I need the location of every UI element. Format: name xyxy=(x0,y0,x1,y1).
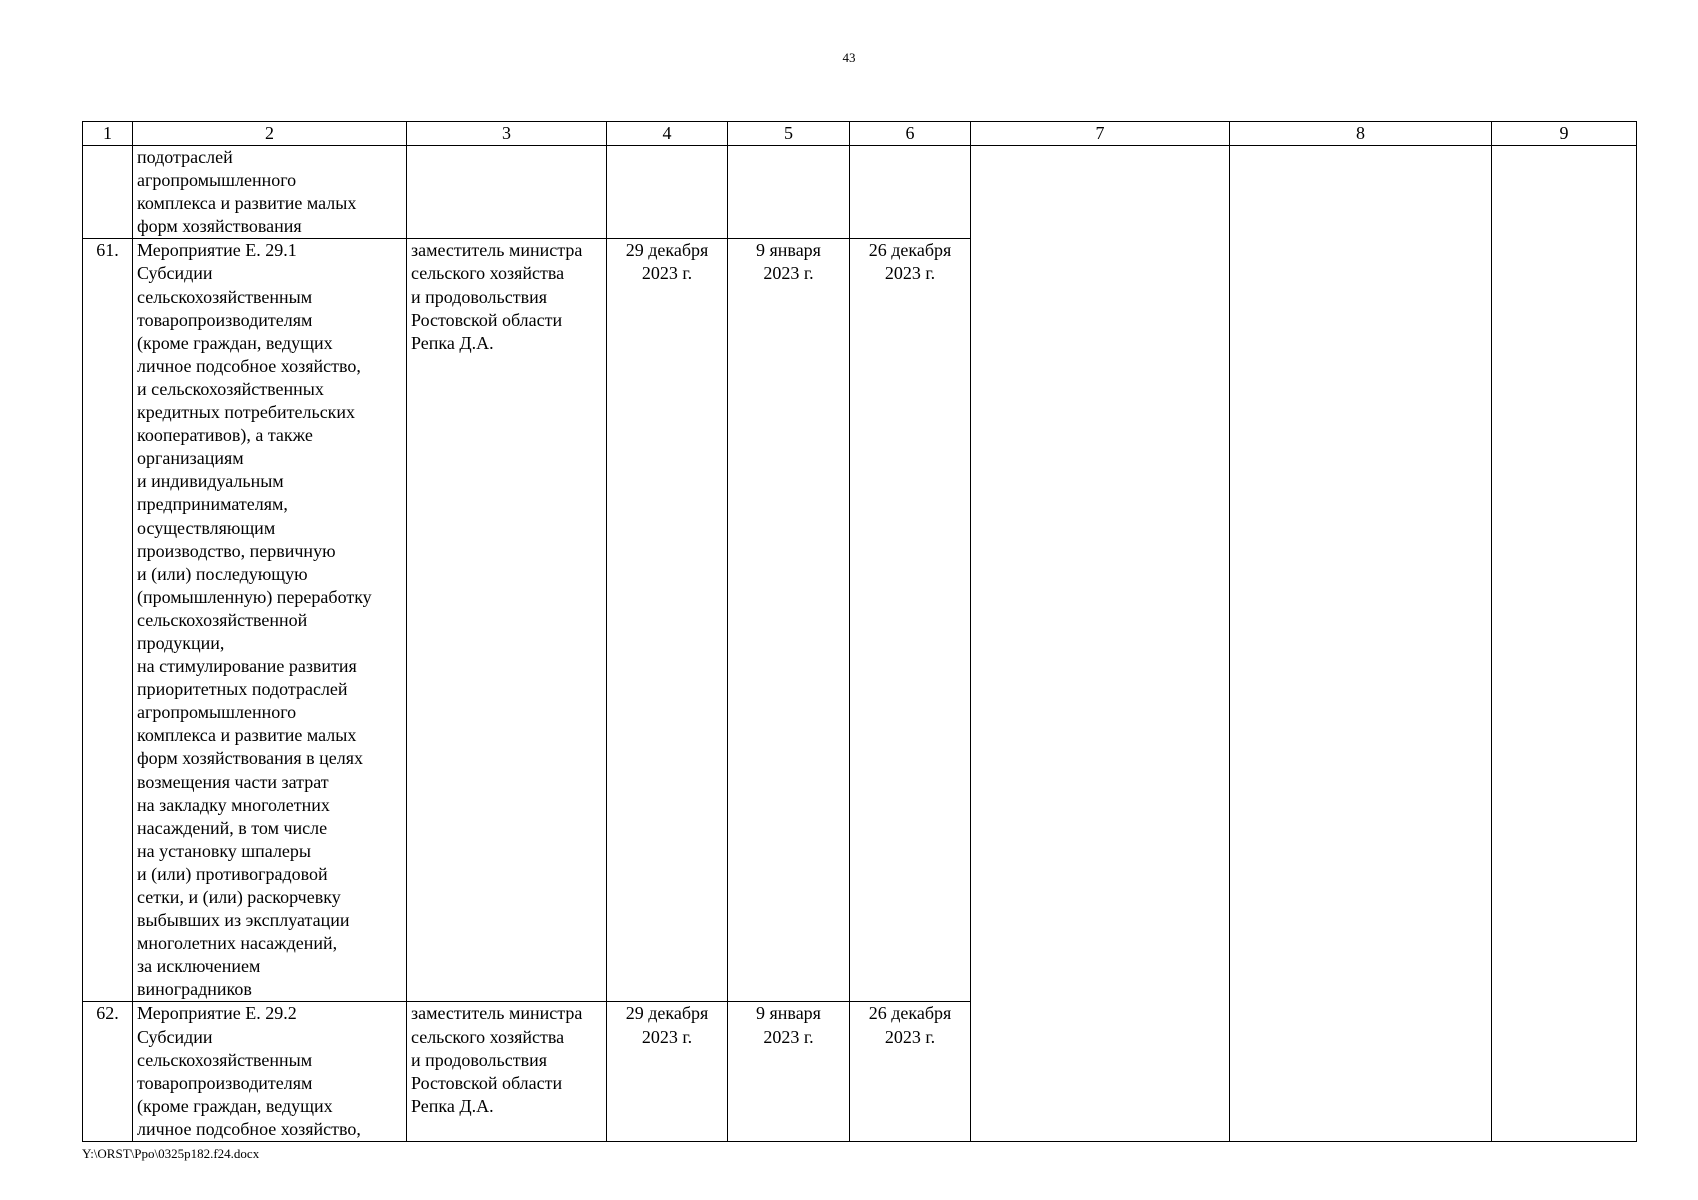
measure-name: Мероприятие Е. 29.1 Субсидии сельскохозяйственным товаропроизводителям (кроме граждан, ведущих личное подсобное хозяйство, и сельскохозяйственных кредитных потребительских кооперативов), а также организациям и индивидуальным предпринимателям, осуществляющим производство, первичную и (или) последующую (промышленную) переработку сельскохозяйственной продукции, на стимулирование развития приоритетных подотраслей агропромышленного комплекса и развитие малых форм хозяйствования в целях возмещения части затрат на закладку многолетних насаждений, в том числе на установку шпалеры и (или) противоградовой сетки, и (или) раскорчевку выбывших из эксплуатации многолетних насаждений, за исключением виноградников xyxy=(133,239,407,1002)
measure-name: Мероприятие Е. 29.2 Субсидии сельскохозяйственным товаропроизводителям (кроме граждан, ведущих личное подсобное хозяйство, xyxy=(133,1002,407,1142)
col-9-merged-cell xyxy=(1492,146,1637,1142)
date-col-5: 9 января 2023 г. xyxy=(728,1002,850,1142)
header-cell-3: 3 xyxy=(407,122,607,146)
header-cell-7: 7 xyxy=(971,122,1230,146)
page-number: 43 xyxy=(842,50,856,65)
header-cell-6: 6 xyxy=(850,122,971,146)
measure-name: подотраслей агропромышленного комплекса и развитие малых форм хозяйствования xyxy=(133,146,407,239)
date-col-4 xyxy=(607,146,728,239)
responsible-person: заместитель министра сельского хозяйства и продовольствия Ростовской области Репка Д.А. xyxy=(407,239,607,1002)
date-col-4: 29 декабря 2023 г. xyxy=(607,1002,728,1142)
header-cell-5: 5 xyxy=(728,122,850,146)
date-col-5: 9 января 2023 г. xyxy=(728,239,850,1002)
col-8-merged-cell xyxy=(1230,146,1492,1142)
date-col-4: 29 декабря 2023 г. xyxy=(607,239,728,1002)
col-7-merged-cell xyxy=(971,146,1230,1142)
header-cell-9: 9 xyxy=(1492,122,1637,146)
date-col-6: 26 декабря 2023 г. xyxy=(850,239,971,1002)
file-path-footer: Y:\ORST\Ppo\0325p182.f24.docx xyxy=(82,1146,260,1161)
date-col-5 xyxy=(728,146,850,239)
header-row xyxy=(83,122,1637,146)
row-number xyxy=(83,146,133,239)
header-cell-8: 8 xyxy=(1230,122,1492,146)
responsible-person: заместитель министра сельского хозяйства и продовольствия Ростовской области Репка Д.А. xyxy=(407,1002,607,1142)
schedule-table xyxy=(82,121,1637,1142)
header-cell-1: 1 xyxy=(83,122,133,146)
date-col-6: 26 декабря 2023 г. xyxy=(850,1002,971,1142)
header-cell-4: 4 xyxy=(607,122,728,146)
header-cell-2: 2 xyxy=(133,122,407,146)
row-number: 62. xyxy=(83,1002,133,1142)
responsible-person xyxy=(407,146,607,239)
row-number: 61. xyxy=(83,239,133,1002)
table-row xyxy=(83,146,1637,239)
date-col-6 xyxy=(850,146,971,239)
